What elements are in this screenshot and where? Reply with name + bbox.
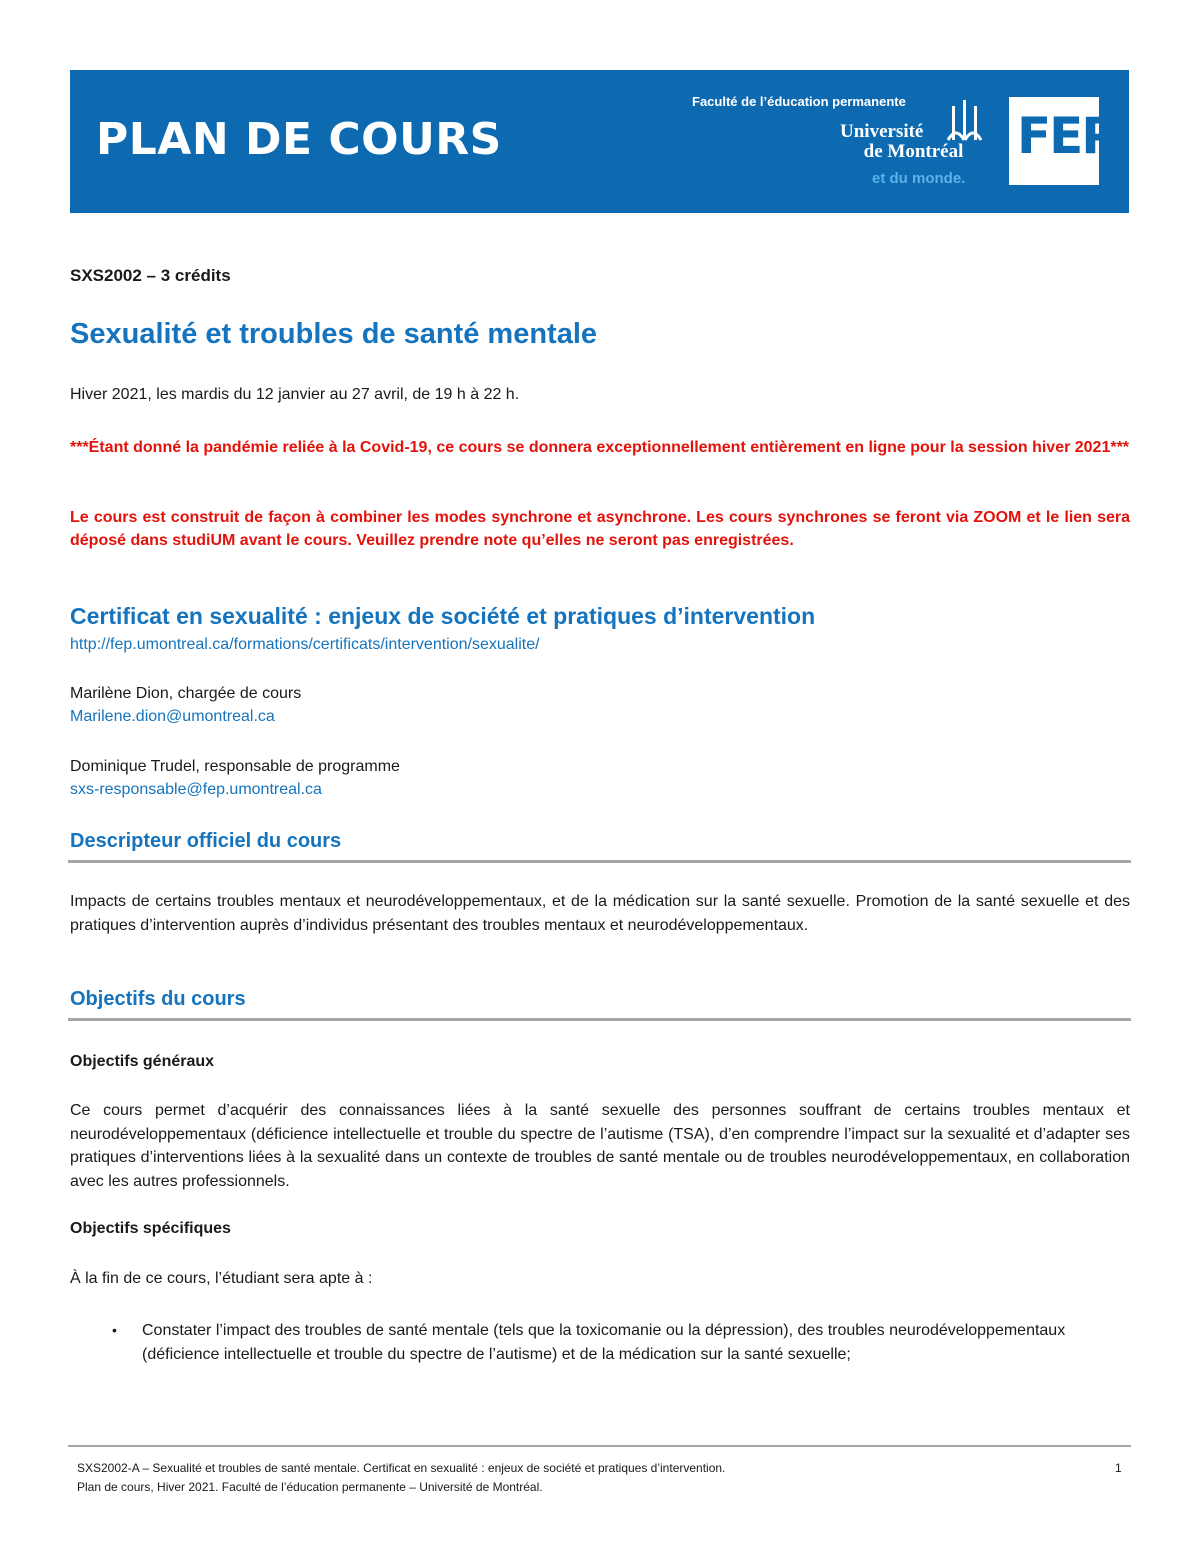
header-banner [70,70,1129,213]
specific-objectives-intro: À la fin de ce cours, l’étudiant sera apte à : [70,1270,373,1287]
faculty-name: Faculté de l’éducation permanente [692,94,906,109]
descriptor-heading: Descripteur officiel du cours [70,830,342,852]
section-divider [68,1018,1131,1021]
fep-logo-text: FEP [1017,107,1116,165]
general-objectives-text: Ce cours permet d’acquérir des connaissances liées à la santé sexuelle des personnes souffrant de certains troubles mentaux et neurodéveloppementaux (déficience intellectuelle et trouble du spectre de l’autisme (TSA), d’en comprendre l’impact sur la sexualité et d’adapter ses pratiques d’interventions liées à la sexualité dans un contexte de troubles de santé mentale ou de troubles neurodéveloppementaux, en collaboration avec les autres professionnels. [70,1102,1130,1190]
footer-line-1: SXS2002-A – Sexualité et troubles de santé mentale. Certificat en sexualité : enjeux de société et pratiques d’intervention. [77,1461,726,1475]
instructor-name: Marilène Dion, chargée de cours [70,685,302,702]
general-objectives-heading: Objectifs généraux [70,1053,215,1070]
program-manager-email-link[interactable]: sxs-responsable@fep.umontreal.ca [70,781,322,798]
program-title: Certificat en sexualité : enjeux de société et pratiques d’intervention [70,603,816,629]
descriptor-text: Impacts de certains troubles mentaux et neurodéveloppementaux, et de la médication sur la santé sexuelle. Promotion de la santé sexuelle et des pratiques d’intervention auprès d’individus présentant des troubles mentaux et neurodéveloppementaux. [70,893,1130,934]
university-name [840,122,963,162]
program-link[interactable]: http://fep.umontreal.ca/formations/certificats/intervention/sexualite/ [70,636,540,653]
course-code: SXS2002 – 3 crédits [70,266,231,285]
university-line-1: Université [840,121,924,142]
university-tagline: et du monde. [872,170,966,187]
covid-notice: ***Étant donné la pandémie reliée à la Covid-19, ce cours se donnera exceptionnellement entièrement en ligne pour la session hiver 2021*** [70,439,1130,456]
university-crest-icon [946,100,984,144]
specific-objectives-heading: Objectifs spécifiques [70,1220,231,1237]
footer-divider [68,1445,1131,1447]
program-manager-name: Dominique Trudel, responsable de programme [70,758,400,775]
course-session: Hiver 2021, les mardis du 12 janvier au 27 avril, de 19 h à 22 h. [70,386,520,403]
banner-title: PLAN DE COURS [96,114,502,165]
page-number: 1 [1115,1461,1122,1475]
delivery-notice: Le cours est construit de façon à combiner les modes synchrone et asynchrone. Les cours synchrones se feront via ZOOM et le lien sera déposé dans studiUM avant le cours. Veuillez prendre note qu’elles ne seront pas enregistrées. [70,509,1130,549]
bullet-icon: • [112,1322,117,1338]
fep-logo [1009,97,1116,185]
section-divider [68,860,1131,863]
course-title: Sexualité et troubles de santé mentale [70,318,598,350]
objectives-heading: Objectifs du cours [70,988,246,1010]
footer-line-2: Plan de cours, Hiver 2021. Faculté de l’éducation permanente – Université de Montréal. [77,1480,543,1494]
university-line-2: de Montréal [863,141,964,162]
instructor-email-link[interactable]: Marilene.dion@umontreal.ca [70,708,275,725]
objective-bullet-1: Constater l’impact des troubles de santé mentale (tels que la toxicomanie ou la dépression), des troubles neurodéveloppementaux (déficience intellectuelle et trouble du spectre de l’autisme) et de la médication sur la santé sexuelle; [142,1322,1066,1363]
